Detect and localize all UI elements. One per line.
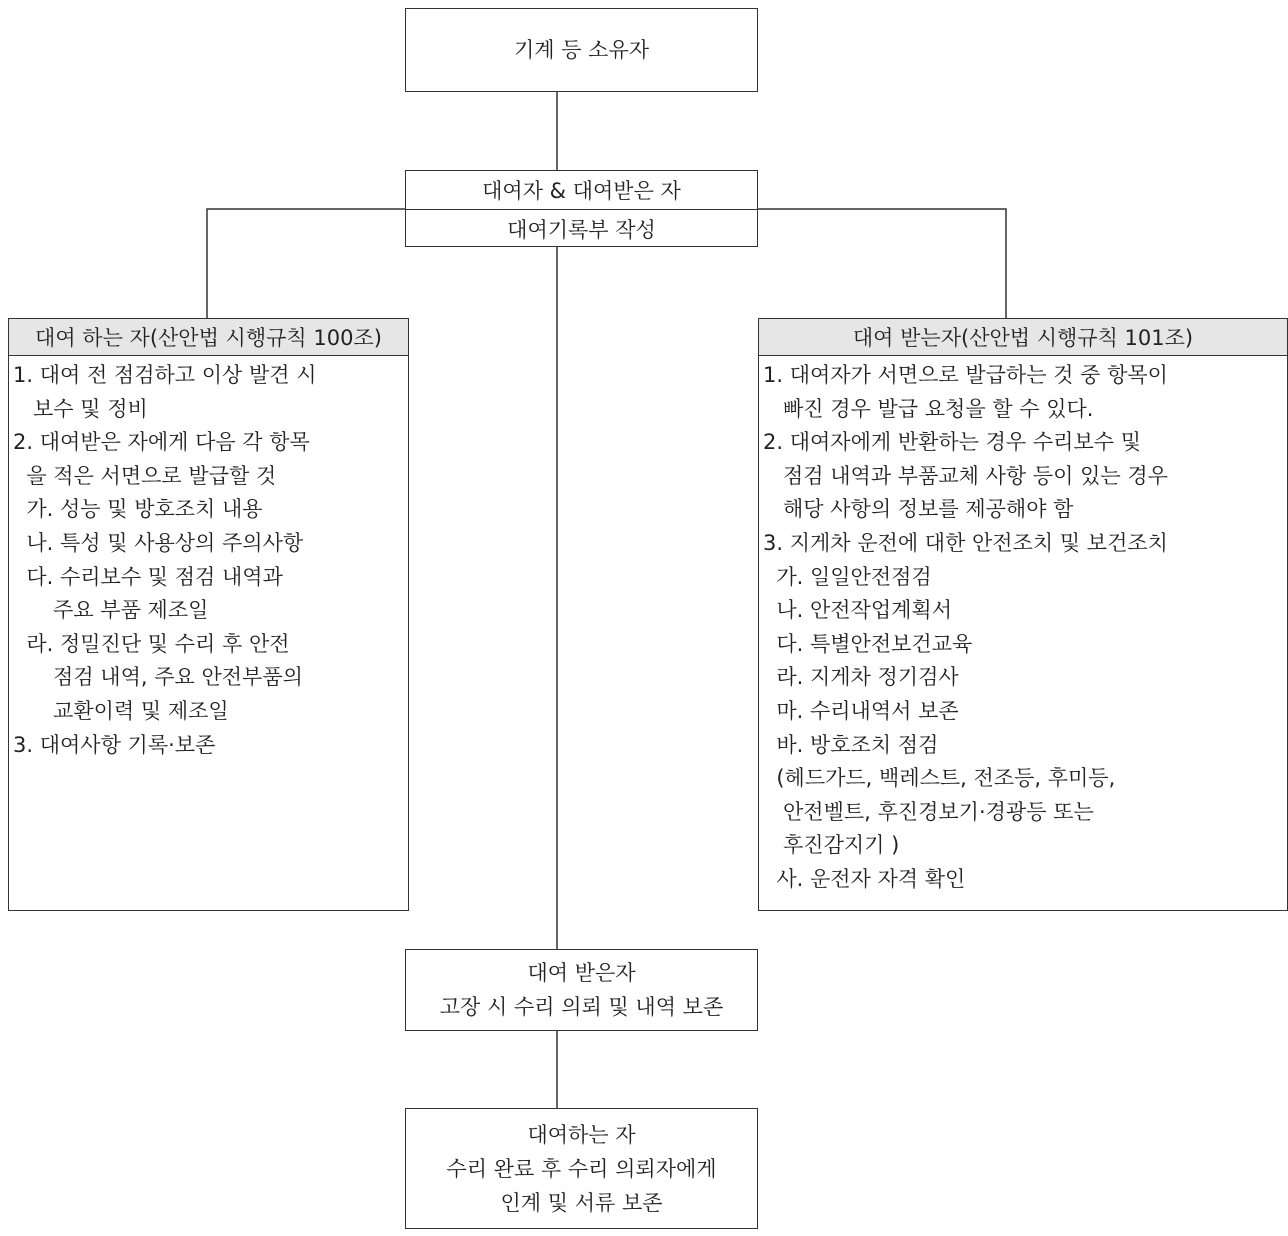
owner-box xyxy=(405,8,758,92)
lender-list-item: 2. 대여받은 자에게 다음 각 항목 xyxy=(13,430,310,455)
repair-return-text: 수리 완료 후 수리 의뢰자에게 xyxy=(446,1156,717,1181)
borrower-list-item: 3. 지게차 운전에 대한 안전조치 및 보건조치 xyxy=(763,530,1168,555)
lender-list-item: 1. 대여 전 점검하고 이상 발견 시 xyxy=(13,363,317,387)
borrower-list-item: 바. 방호조치 점검 xyxy=(763,732,939,757)
borrower-list-item: 해당 사항의 정보를 제공해야 함 xyxy=(763,497,1074,522)
lender-list-item: 점검 내역, 주요 안전부품의 xyxy=(13,665,303,690)
repair-request-title: 대여 받은자 xyxy=(527,961,636,985)
lender-panel-header: 대여 하는 자(산안법 시행규칙 100조) xyxy=(9,319,408,356)
borrower-list-item: 라. 지게차 정기검사 xyxy=(763,665,959,690)
repair-return-box xyxy=(405,1108,758,1229)
borrower-panel xyxy=(758,318,1288,911)
borrower-list-item: 빠진 경우 발급 요청을 할 수 있다. xyxy=(763,396,1094,421)
borrower-list-item: 1. 대여자가 서면으로 발급하는 것 중 항목이 xyxy=(763,363,1168,387)
borrower-panel-list xyxy=(759,356,1287,897)
lender-list-item: 다. 수리보수 및 점검 내역과 xyxy=(13,564,283,589)
lender-list-item: 주요 부품 제조일 xyxy=(13,598,209,623)
lender-borrower-box xyxy=(405,170,758,247)
lender-panel-list xyxy=(9,356,408,762)
connector-agreement-to-lender xyxy=(207,209,405,318)
connector-agreement-to-borrower xyxy=(758,209,1006,318)
borrower-panel-header: 대여 받는자(산안법 시행규칙 101조) xyxy=(759,319,1287,356)
lender-list-item: 가. 성능 및 방호조치 내용 xyxy=(13,497,263,522)
lender-list-item: 라. 정밀진단 및 수리 후 안전 xyxy=(13,631,290,656)
lender-list-item: 교환이력 및 제조일 xyxy=(13,698,229,723)
borrower-list-item: 가. 일일안전점검 xyxy=(763,564,932,589)
rental-log-text: 대여기록부 작성 xyxy=(406,209,757,248)
lender-list-item: 3. 대여사항 기록·보존 xyxy=(13,732,216,757)
borrower-list-item: 점검 내역과 부품교체 사항 등이 있는 경우 xyxy=(763,463,1168,488)
lender-list-item: 보수 및 정비 xyxy=(13,396,148,421)
lender-panel xyxy=(8,318,409,911)
owner-box-text: 기계 등 소유자 xyxy=(513,38,650,62)
repair-request-box xyxy=(405,949,758,1031)
lender-list-item: 나. 특성 및 사용상의 주의사항 xyxy=(13,530,304,555)
borrower-list-item: 마. 수리내역서 보존 xyxy=(763,698,959,723)
borrower-list-item: 2. 대여자에게 반환하는 경우 수리보수 및 xyxy=(763,430,1141,455)
repair-return-title: 대여하는 자 xyxy=(527,1122,636,1147)
repair-request-text: 고장 시 수리 의뢰 및 내역 보존 xyxy=(439,995,724,1019)
repair-return-text: 인계 및 서류 보존 xyxy=(500,1190,663,1215)
borrower-list-item: (헤드가드, 백레스트, 전조등, 후미등, xyxy=(763,766,1116,791)
borrower-list-item: 사. 운전자 자격 확인 xyxy=(763,866,966,891)
lender-borrower-title: 대여자 & 대여받은 자 xyxy=(482,179,681,203)
borrower-list-item: 다. 특별안전보건교육 xyxy=(763,631,973,656)
borrower-list-item: 나. 안전작업계획서 xyxy=(763,598,952,623)
lender-list-item: 을 적은 서면으로 발급할 것 xyxy=(13,463,277,488)
borrower-list-item: 안전벨트, 후진경보기·경광등 또는 xyxy=(763,799,1094,824)
borrower-list-item: 후진감지기 ) xyxy=(763,833,900,858)
